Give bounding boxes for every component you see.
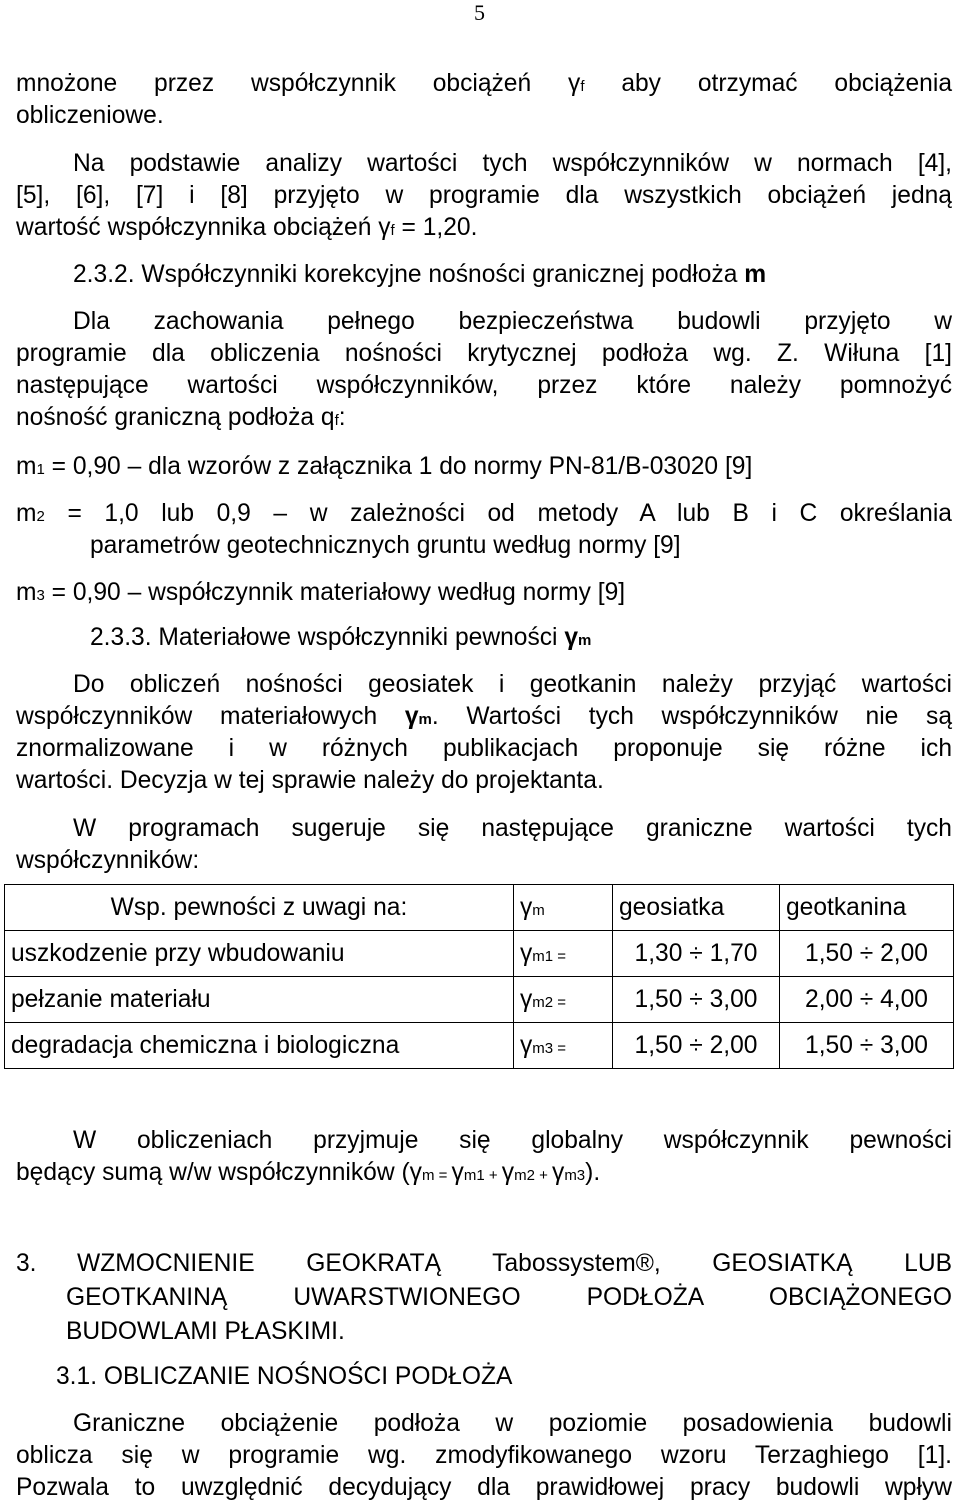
page-number: 5 [474, 0, 485, 25]
paragraph-line: Pozwala to uwzględnić decydujący dla prawidłowej pracy budowli wpływ [16, 1474, 952, 1501]
paragraph-line: współczynników: [16, 847, 200, 874]
table-cell: γm1 = [514, 931, 613, 977]
paragraph-line: Na podstawie analizy wartości tych współczynników w normach [4], [73, 150, 952, 177]
table-cell: γm2 = [514, 977, 613, 1023]
chapter-number: 3. [16, 1250, 37, 1277]
table-cell: degradacja chemiczna i biologiczna [5, 1023, 514, 1069]
paragraph-line: Dla zachowania pełnego bezpieczeństwa budowli przyjęto w [73, 308, 952, 335]
paragraph-line: będący sumą w/w współczynników (γm = γm1 + γm2 + γm3). [16, 1159, 601, 1186]
table-header-cell: Wsp. pewności z uwagi na: [5, 885, 514, 931]
coefficient-table [4, 884, 954, 1069]
table-cell: 1,50 ÷ 3,00 [780, 1023, 954, 1069]
paragraph-line: oblicza się w programie wg. zmodyfikowanego wzoru Terzaghiego [1]. [16, 1442, 952, 1469]
table-header-cell: γm [514, 885, 613, 931]
chapter-heading-line: GEOTKANINĄ UWARSTWIONEGO PODŁOŻA OBCIĄŻONEGO [66, 1284, 952, 1311]
coefficient-m2-continuation: parametrów geotechnicznych gruntu według normy [9] [90, 532, 681, 559]
paragraph-line: następujące wartości współczynników, przez które należy pomnożyć [16, 372, 952, 399]
paragraph-line: W obliczeniach przyjmuje się globalny współczynnik pewności [73, 1127, 952, 1154]
section-heading-2-3-3: 2.3.3. Materiałowe współczynniki pewności γm [90, 624, 592, 651]
table-cell: γm3 = [514, 1023, 613, 1069]
paragraph-line: [5], [6], [7] i [8] przyjęto w programie dla wszystkich obciążeń jedną [16, 182, 952, 209]
table-cell: uszkodzenie przy wbudowaniu [5, 931, 514, 977]
paragraph-line: Graniczne obciążenie podłoża w poziomie posadowienia budowli [73, 1410, 952, 1437]
table-cell: pełzanie materiału [5, 977, 514, 1023]
table-header-cell: geotkanina [780, 885, 954, 931]
coefficient-m3: m3 = 0,90 – współczynnik materiałowy według normy [9] [16, 579, 626, 606]
paragraph-line: współczynników materiałowych γm. Wartości tych współczynników nie są [16, 703, 952, 730]
paragraph-line: wartości. Decyzja w tej sprawie należy do projektanta. [16, 767, 604, 794]
table-row [5, 977, 954, 1023]
table-cell: 2,00 ÷ 4,00 [780, 977, 954, 1023]
table-header-row [5, 885, 954, 931]
table-cell: 1,50 ÷ 2,00 [613, 1023, 780, 1069]
table-header-cell: geosiatka [613, 885, 780, 931]
paragraph-continuation: mnożone przez współczynnik obciążeń γf aby otrzymać obciążenia [16, 70, 953, 97]
coefficient-m1: m1 = 0,90 – dla wzorów z załącznika 1 do normy PN-81/B-03020 [9] [16, 453, 753, 480]
table-cell: 1,50 ÷ 2,00 [780, 931, 954, 977]
paragraph-line: W programach sugeruje się następujące graniczne wartości tych [73, 815, 952, 842]
paragraph-continuation-end: obliczeniowe. [16, 102, 164, 129]
table-cell: 1,50 ÷ 3,00 [613, 977, 780, 1023]
section-heading-2-3-2: 2.3.2. Współczynniki korekcyjne nośności granicznej podłoża m [73, 261, 767, 288]
paragraph-line: znormalizowane i w różnych publikacjach proponuje się różne ich [16, 735, 952, 762]
table-row [5, 1023, 954, 1069]
paragraph-line: programie dla obliczenia nośności krytycznej podłoża wg. Z. Wiłuna [1] [16, 340, 952, 367]
chapter-heading-line: WZMOCNIENIE GEOKRATĄ Tabossystem®, GEOSIATKĄ LUB [77, 1250, 952, 1277]
paragraph-line: wartość współczynnika obciążeń γf = 1,20. [16, 214, 478, 241]
table-cell: 1,30 ÷ 1,70 [613, 931, 780, 977]
table-row [5, 931, 954, 977]
paragraph-line: nośność graniczną podłoża qf: [16, 404, 346, 431]
section-heading-3-1: 3.1. OBLICZANIE NOŚNOŚCI PODŁOŻA [56, 1363, 513, 1390]
coefficient-m2: m2 = 1,0 lub 0,9 – w zależności od metody A lub B i C określania [16, 500, 952, 527]
chapter-heading-line: BUDOWLAMI PŁASKIMI. [66, 1318, 345, 1345]
paragraph-line: Do obliczeń nośności geosiatek i geotkanin należy przyjąć wartości [73, 671, 952, 698]
